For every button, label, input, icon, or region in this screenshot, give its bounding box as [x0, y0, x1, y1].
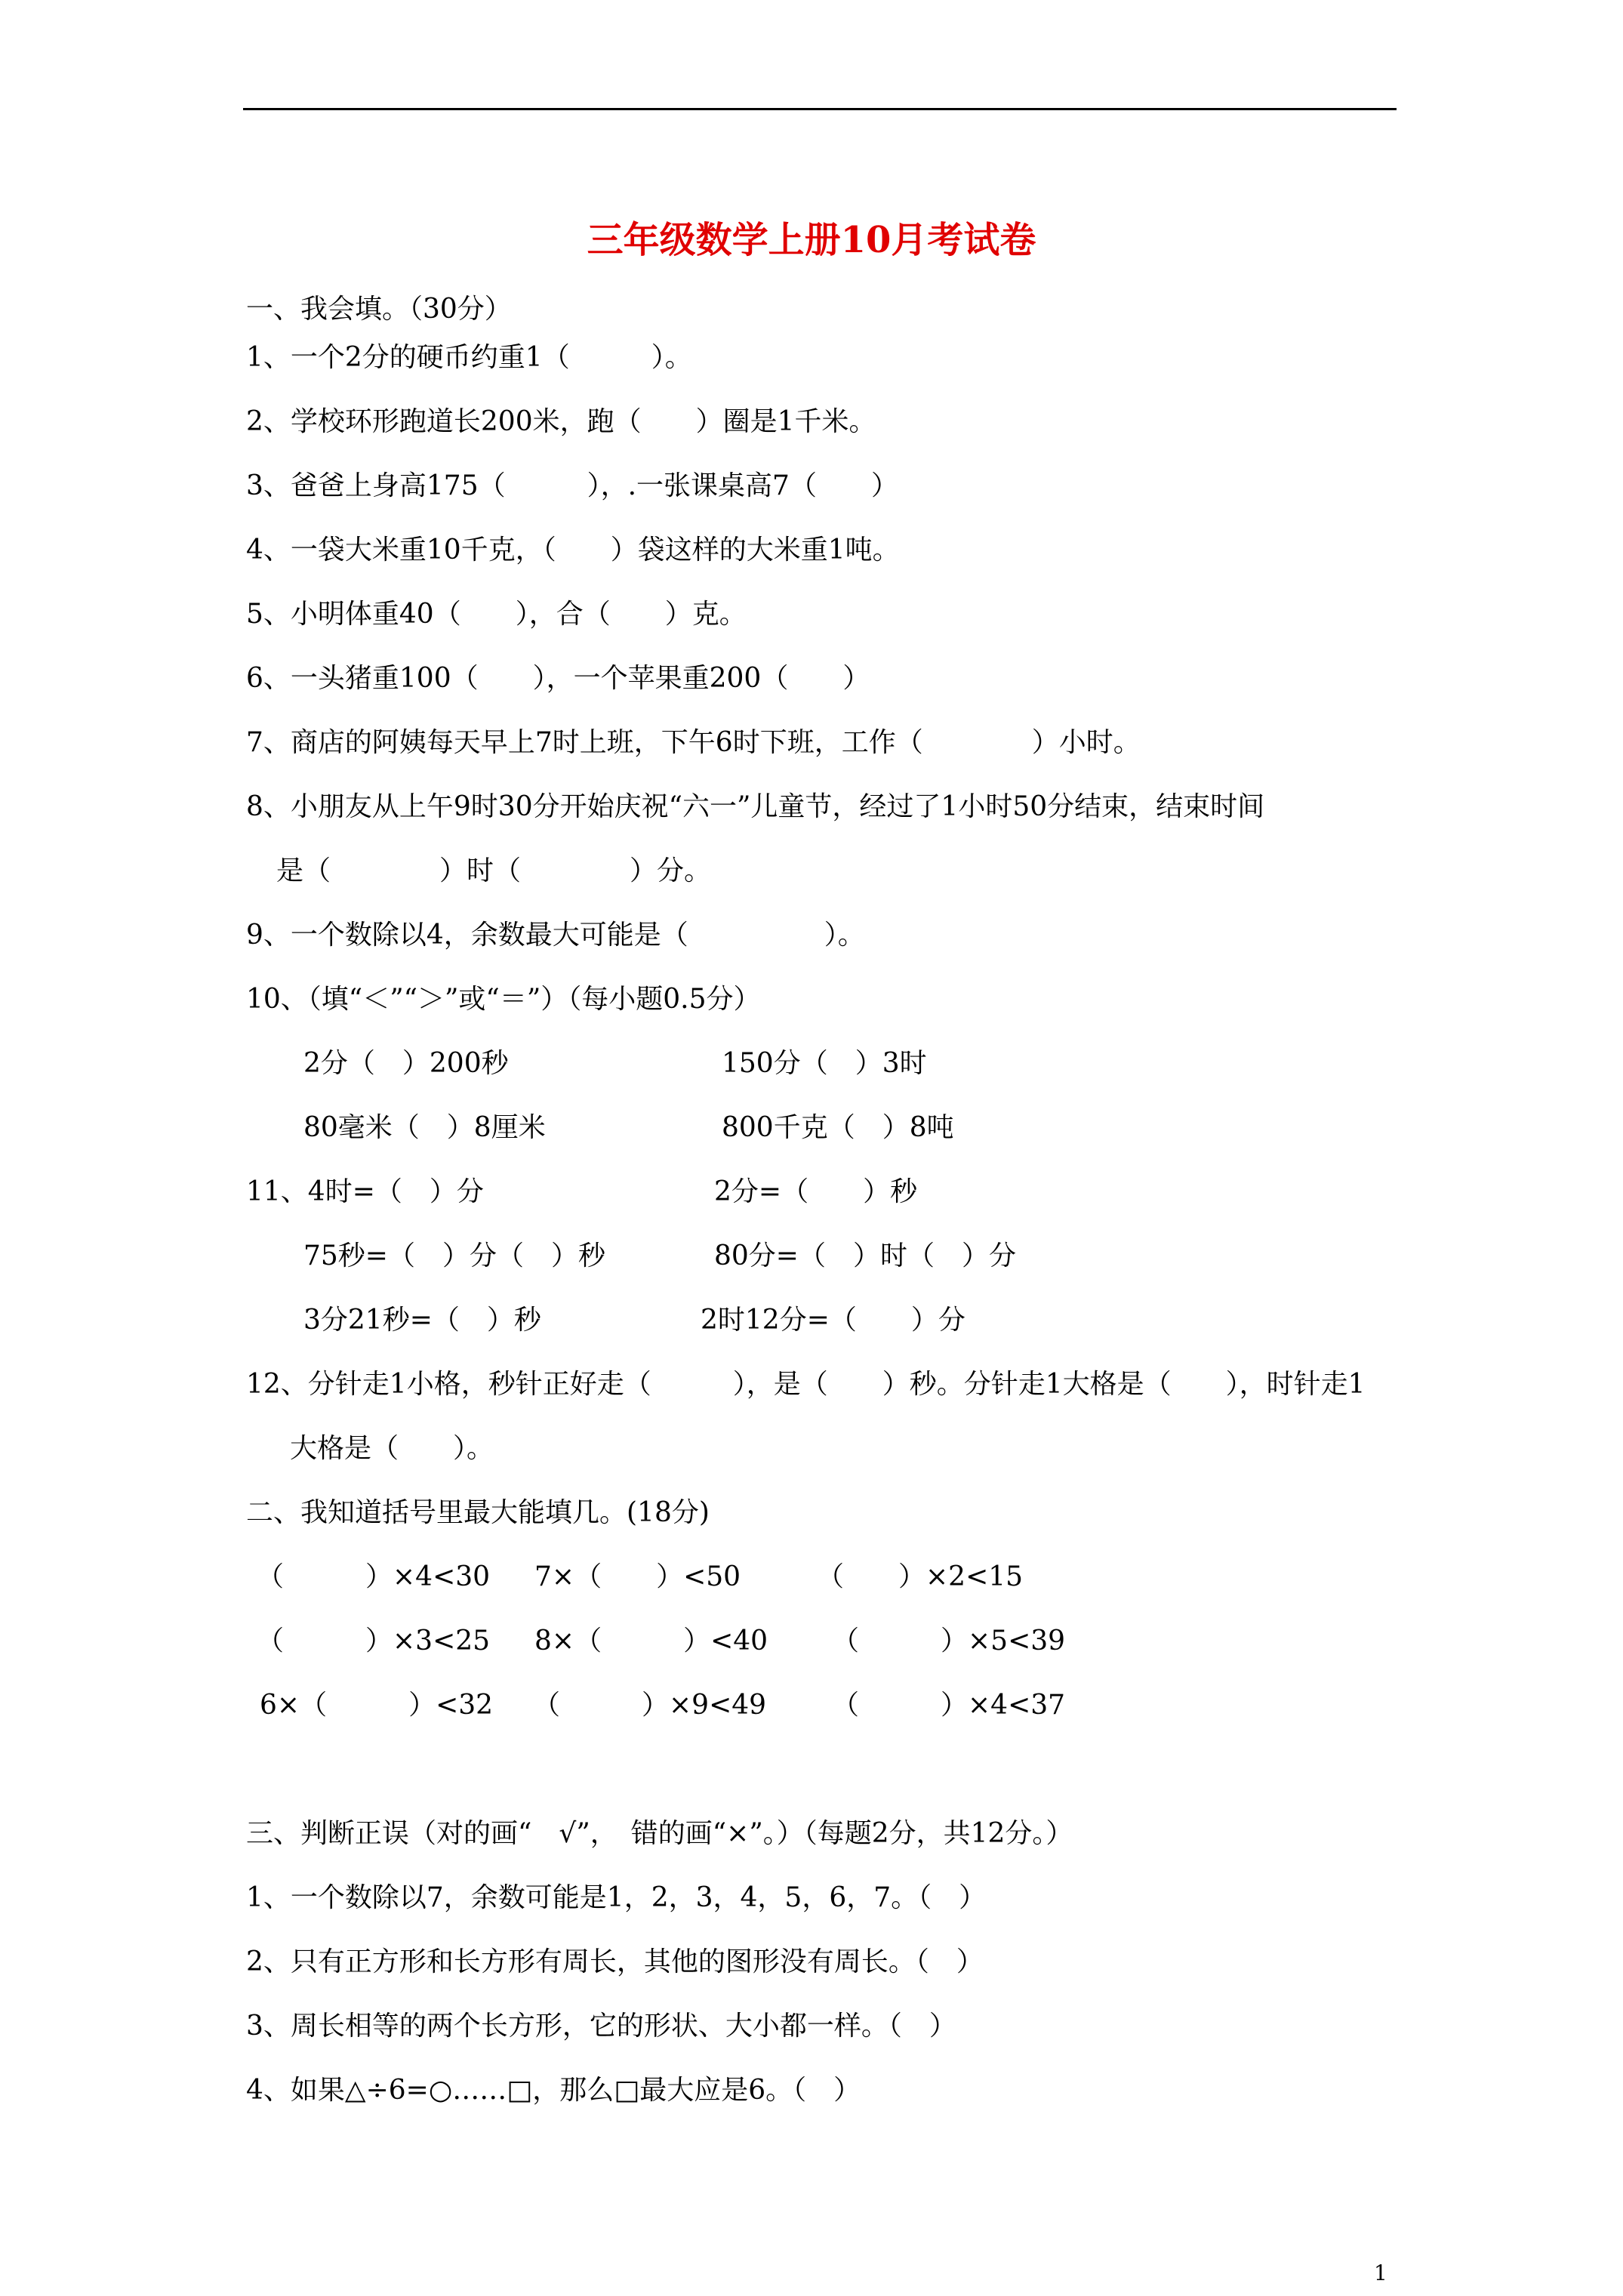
question-1-9: 9、一个数除以4，余数最大可能是（ ）。 — [246, 920, 865, 951]
s3-item-4: 4、如果△÷6=○……□，那么□最大应是6。（ ） — [246, 2075, 861, 2106]
question-1-12: 12、分针走1小格，秒针正好走（ ），是（ ）秒。分针走1大格是（ ），时针走1 — [246, 1369, 1366, 1400]
section-3-heading: 三、判断正误（对的画“ √”， 错的画“×”。）（每题2分，共12分。） — [246, 1818, 1073, 1849]
question-1-8: 8、小朋友从上午9时30分开始庆祝“六一”儿童节，经过了1小时50分结束，结束时间 — [246, 791, 1265, 822]
q11-item-d: 80分=（ ）时（ ）分 — [714, 1240, 1016, 1271]
s3-item-1: 1、一个数除以7，余数可能是1，2，3，4，5，6，7。（ ） — [246, 1882, 987, 1913]
question-1-7: 7、商店的阿姨每天早上7时上班，下午6时下班，工作（ ）小时。 — [246, 727, 1141, 758]
q11-item-c: 75秒=（ ）分（ ）秒 — [303, 1240, 605, 1271]
question-1-1: 1、一个2分的硬币约重1（ ）。 — [246, 342, 692, 373]
q11-item-f: 2时12分=（ ）分 — [701, 1305, 965, 1336]
section-2-heading: 二、我知道括号里最大能填几。(18分) — [246, 1497, 710, 1528]
question-1-4: 4、一袋大米重10千克，（ ）袋这样的大米重1吨。 — [246, 535, 900, 566]
question-1-2: 2、学校环形跑道长200米，跑（ ）圈是1千米。 — [246, 406, 876, 437]
page-number: 1 — [1374, 2261, 1387, 2285]
s2-item-5: 8×（ ）<40 — [534, 1626, 768, 1657]
question-1-8-cont: 是（ ）时（ ）分。 — [276, 855, 712, 886]
question-1-6: 6、一头猪重100（ ），一个苹果重200（ ） — [246, 663, 870, 694]
question-1-5: 5、小明体重40（ ），合（ ）克。 — [246, 599, 747, 630]
q11-item-e: 3分21秒=（ ）秒 — [303, 1305, 541, 1336]
question-1-3: 3、爸爸上身高175（ ），.一张课桌高7（ ） — [246, 470, 898, 501]
q10-item-c: 80毫米（ ）8厘米 — [303, 1112, 546, 1143]
q10-item-d: 800千克（ ）8吨 — [722, 1112, 954, 1143]
s3-item-2: 2、只有正方形和长方形有周长，其他的图形没有周长。（ ） — [246, 1946, 984, 1977]
q11-item-b: 2分=（ ）秒 — [714, 1176, 918, 1207]
s3-item-3: 3、周长相等的两个长方形，它的形状、大小都一样。（ ） — [246, 2011, 956, 2042]
s2-item-2: 7×（ ）<50 — [534, 1561, 741, 1592]
s2-item-9: （ ）×4<37 — [832, 1690, 1066, 1721]
q10-item-a: 2分（ ）200秒 — [303, 1048, 509, 1079]
header-rule — [243, 108, 1397, 110]
s2-item-7: 6×（ ）<32 — [260, 1690, 494, 1721]
s2-item-1: （ ）×4<30 — [257, 1561, 491, 1592]
s2-item-8: （ ）×9<49 — [533, 1690, 767, 1721]
q10-item-b: 150分（ ）3时 — [722, 1048, 927, 1079]
s2-item-6: （ ）×5<39 — [832, 1626, 1066, 1657]
section-1-heading: 一、我会填。（30分） — [246, 294, 512, 325]
s2-item-3: （ ）×2<15 — [817, 1561, 1024, 1592]
question-1-12-cont: 大格是（ ）。 — [290, 1433, 494, 1464]
page-title: 三年级数学上册10月考试卷 — [587, 219, 1036, 261]
question-1-11: 11、4时=（ ）分 — [246, 1176, 484, 1207]
question-1-10: 10、（填“＜”“＞”或“＝”）（每小题0.5分） — [246, 984, 761, 1015]
s2-item-4: （ ）×3<25 — [257, 1626, 491, 1657]
